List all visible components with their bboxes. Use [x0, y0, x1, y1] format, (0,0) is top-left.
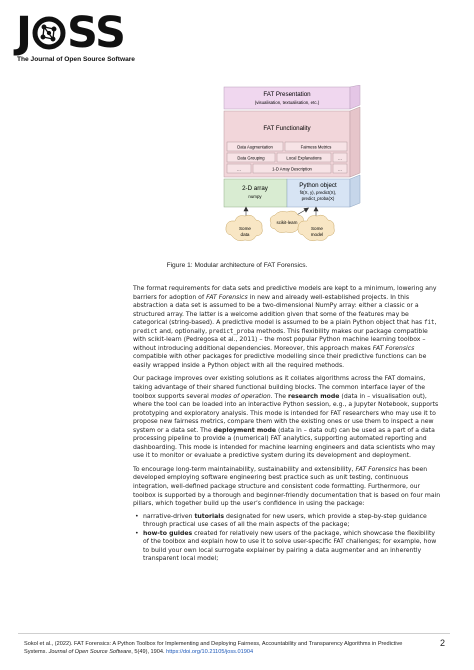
model-cloud-line-2: model — [310, 232, 324, 237]
object-methods-line-2: predict_proba(X) — [301, 196, 335, 201]
data-cloud-line-2: data — [240, 232, 250, 237]
object-methods-line-1: fit(X, y), predict(X), — [299, 190, 337, 195]
cell-local-explanations-label: Local Explanations — [286, 155, 322, 161]
doi-link[interactable]: https://doi.org/10.21105/joss.01904 — [166, 649, 254, 655]
cell-data-augmentation-label: Data Augmentation — [237, 144, 273, 150]
cell-1d-array-description-label: 1-D Array Description — [272, 166, 312, 172]
architecture-diagram — [219, 85, 369, 257]
architecture-figure — [219, 85, 369, 257]
data-cloud-line-1: Some — [238, 226, 252, 231]
functionality-layer-side — [350, 107, 360, 177]
footer-citation: Sokol et al., (2022). FAT Forensics: A Python Toolbox for Implementing and Deploying Fairness, Accountability and Transparency Algorithms in Predictive Systems. Journal of Open Source Software, 5(49), 1904. https://doi.org/10.21105/joss.01904 — [24, 641, 403, 655]
list-item: • how-to guides created for relatively new users of the package, which showcase the flexibility of the toolbox and explain how to use it to solve user-specific FAT challenges; for example, how to build your own local surrogate explainer by pairing a data augmenter and an inherently transparent local model; — [133, 530, 442, 564]
scikit-learn-label: scikit-learn — [276, 220, 298, 225]
journal-tagline: The Journal of Open Source Software — [17, 56, 135, 63]
array-block — [224, 179, 287, 207]
cell-fairness-metrics-label: Fairness Metrics — [300, 144, 332, 150]
paragraph-modes-of-operation: Our package improves over existing solutions as it collates algorithms across the FAT domains, taking advantage of their shared functional building blocks. The common interface layer of the toolbox supports several modes of operation. The research mode (data in – visualisation out), where the tool can be loaded into an interactive Python session, e.g., a Jupyter Notebook, supports prototyping and exploratory analysis. This mode is intended for FAT researchers who may use it to propose new fairness metrics, compare them with the existing ones or use them to inspect a new system or a data set. The deployment mode (data in – data out) can be used as a part of a data processing pipeline to provide a (numerical) FAT analytics, supporting automated reporting and dashboarding. This mode is intended for machine learning engineers and data scientists who may use it to monitor or evaluate a predictive system during its development and deployment. — [133, 375, 439, 460]
object-block-side — [350, 175, 360, 207]
cell-data-grouping-label: Data Grouping — [237, 155, 265, 161]
functionality-title: FAT Functionality — [263, 125, 311, 132]
joss-logo — [16, 9, 166, 67]
paragraph-data-requirements: The format requirements for data sets and predictive models are kept to a minimum, lowering any barriers for adoption of FAT Forensics in new and already well-established projects. In this abstraction a data set is assumed to be a two-dimensional NumPy array: either a classic or a structured array. The latter is a welcome addition given that some of the features may be categorical (string-based). A predictive model is assumed to be a plain Python object that has fit, predict and, optionally, predict_proba methods. This flexibility makes our package compatible with scikit-learn (Pedregosa et al., 2011) – the most popular Python machine learning toolbox – without introducing additional dependencies. Moreover, this approach makes FAT Forensics compatible with other packages for predictive modelling since their predictive functions can be easily wrapped inside a Python object with all the required methods. — [133, 285, 437, 369]
presentation-layer-side — [350, 85, 360, 109]
footer-divider — [18, 633, 450, 634]
object-title: Python object — [299, 182, 337, 189]
paragraph-maintainability: To encourage long-term maintainability, sustainability and extensibility, FAT Forensics has been developed employing software engineering best practice such as unit testing, continuous integration, well-defined package structure and consistent code formatting. Furthermore, our toolbox is supported by a thorough and beginner-friendly documentation that is based on four main pillars, which together build up the user’s confidence in using the package: — [133, 465, 441, 508]
logo-o-graphic — [32, 12, 66, 46]
cell-ellipsis-1-label: ... — [338, 155, 342, 161]
logo-wordmark: J SS — [16, 8, 126, 58]
list-item: • narrative-driven tutorials designated for new users, which provide a step-by-step guidance through practical use cases of all the main aspects of the package; — [133, 513, 442, 530]
article-body — [133, 285, 442, 564]
cell-ellipsis-3-label: ... — [338, 166, 342, 172]
documentation-pillars-list — [133, 513, 442, 564]
array-title: 2-D array — [242, 185, 268, 192]
presentation-title: FAT Presentation — [263, 91, 311, 98]
model-cloud-line-1: Some — [310, 226, 324, 231]
array-subtitle: numpy — [248, 194, 262, 199]
figure-caption — [130, 262, 344, 269]
figure-caption-text: Modular architecture of FAT Forensics. — [194, 262, 308, 269]
page-number: 2 — [440, 638, 446, 648]
cell-ellipsis-2-label: ... — [237, 166, 241, 172]
figure-caption-label: Figure 1: — [166, 262, 193, 269]
presentation-subtitle: (visualisation, textualisation, etc.) — [254, 100, 320, 105]
